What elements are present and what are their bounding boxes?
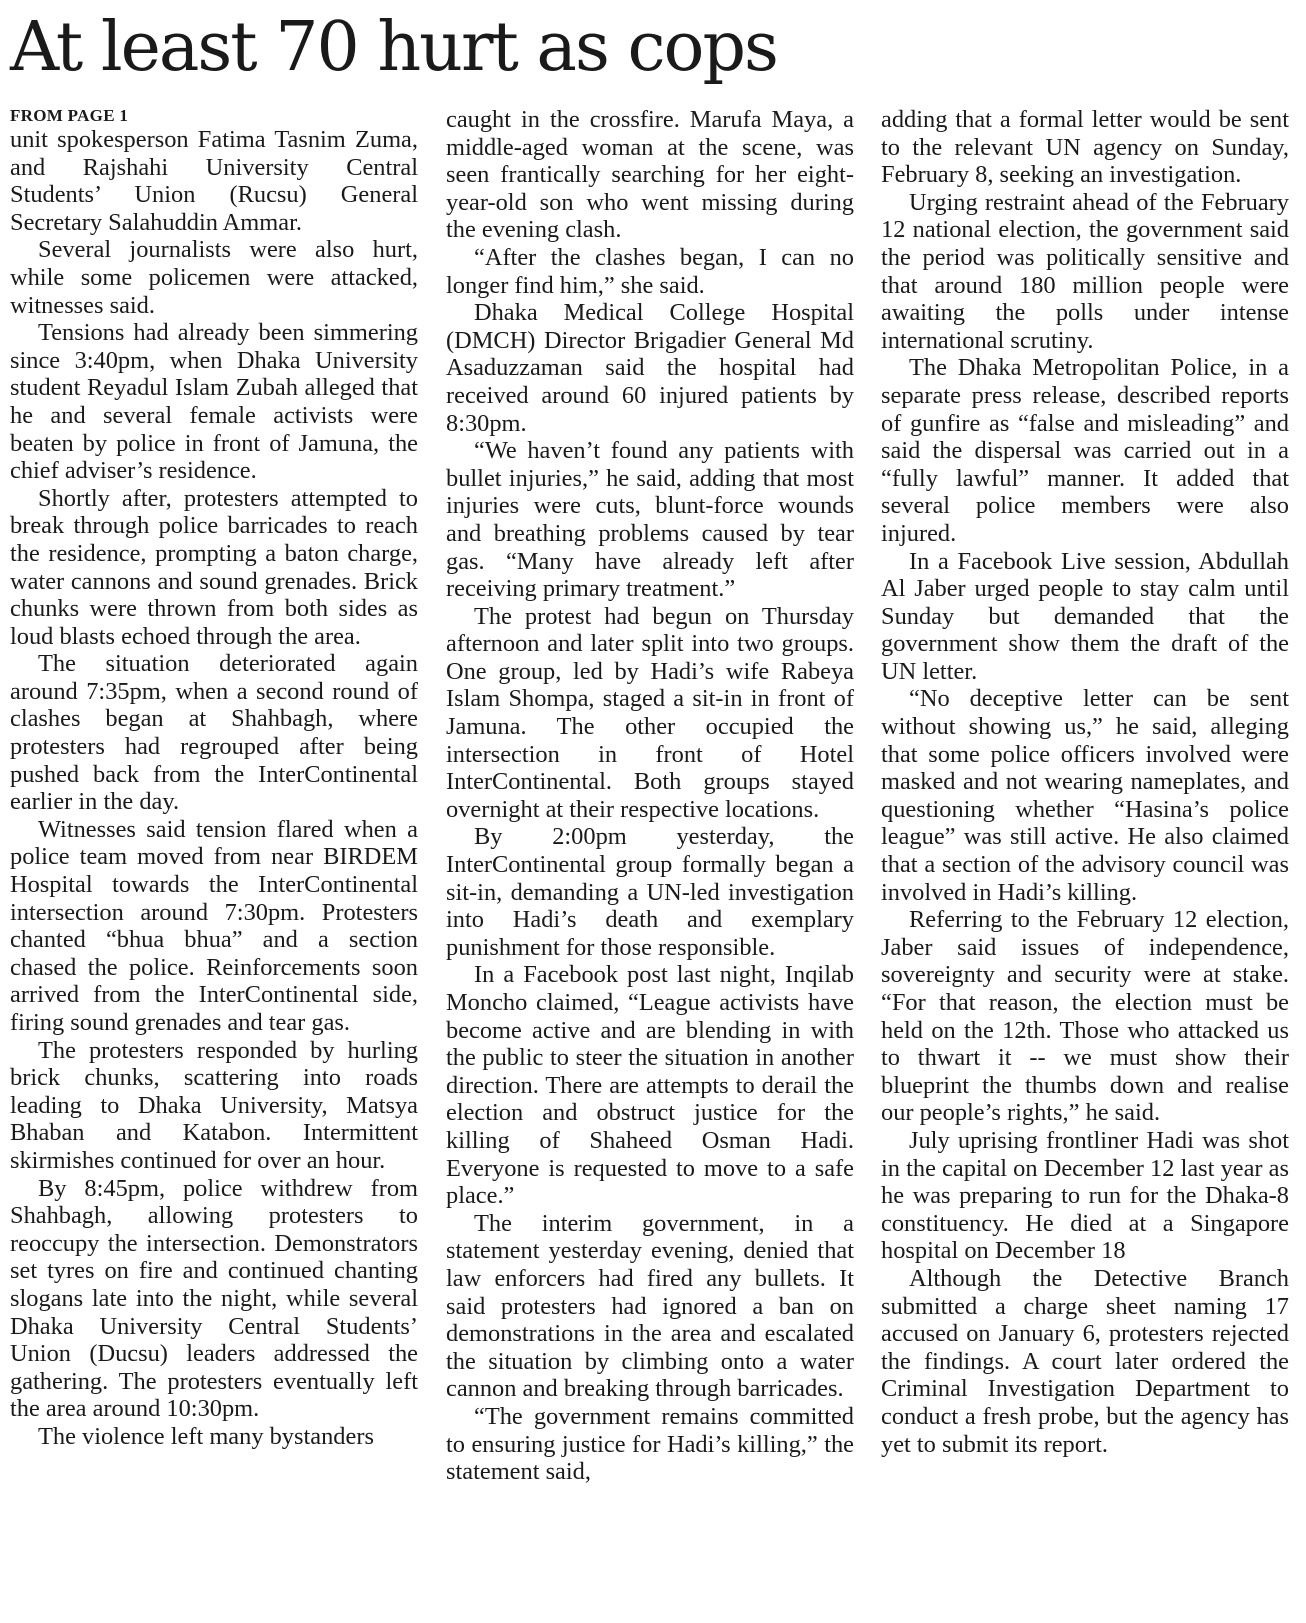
- article-paragraph: caught in the crossfire. Marufa Maya, a middle-aged woman at the scene, was seen frantically searching for her eight-year-old son who went missing during the evening clash.: [446, 106, 854, 244]
- article-paragraph: The violence left many bystanders: [38, 1422, 374, 1450]
- article-paragraph: The interim government, in a statement yesterday evening, denied that law enforcers had fired any bullets. It said protesters had ignored a ban on demonstrations in the area and escalated the situation by climbing onto a water cannon and breaking through barricades.: [446, 1209, 854, 1403]
- article-paragraph: The protesters responded by hurling brick chunks, scattering into roads leading to Dhaka University, Matsya Bhaban and Katabon. Intermittent skirmishes continued for over an hour.: [10, 1036, 418, 1174]
- article-paragraph: Although the Detective Branch submitted a charge sheet naming 17 accused on January 6, protesters rejected the findings. A court later ordered the Criminal Investigation Department to conduct a fresh probe, but the agency has yet to submit its report.: [881, 1264, 1289, 1458]
- article-paragraph: July uprising frontliner Hadi was shot in the capital on December 12 last year as he was preparing to run for the Dhaka-8 constituency. He died at a Singapore hospital on December 18: [881, 1126, 1289, 1265]
- article-paragraph: “The government remains committed to ensuring justice for Hadi’s killing,” the statement said,: [446, 1402, 854, 1486]
- article-paragraph: Urging restraint ahead of the February 12 national election, the government said the period was politically sensitive and that around 180 million people were awaiting the polls under intense international scrutiny.: [881, 188, 1289, 354]
- article-paragraph: In a Facebook post last night, Inqilab Moncho claimed, “League activists have become active and are blending in with the public to steer the situation in another direction. There are attempts to derail the election and obstruct justice for the killing of Shaheed Osman Hadi. Everyone is requested to move to a safe place.”: [446, 961, 854, 1210]
- article-paragraph: Tensions had already been simmering since 3:40pm, when Dhaka University student Reyadul Islam Zubah alleged that he and several female activists were beaten by police in front of Jamuna, the chief adviser’s residence.: [10, 319, 418, 485]
- article-paragraph: The situation deteriorated again around 7:35pm, when a second round of clashes began at Shahbagh, where protesters had regrouped after being pushed back from the InterContinental earlier in the day.: [10, 650, 418, 816]
- article-paragraph: unit spokesperson Fatima Tasnim Zuma, and Rajshahi University Central Students’ Union (Rucsu) General Secretary Salahuddin Ammar.: [10, 126, 418, 236]
- article-paragraph: The Dhaka Metropolitan Police, in a separate press release, described reports of gunfire as “false and misleading” and said the dispersal was carried out in a “fully lawful” manner. It added that several police members were also injured.: [881, 354, 1289, 547]
- article-paragraph: By 8:45pm, police withdrew from Shahbagh, allowing protesters to reoccupy the intersection. Demonstrators set tyres on fire and continued chanting slogans late into the night, while several Dhaka University Central Students’ Union (Ducsu) leaders addressed the gathering. The protesters eventually left the area around 10:30pm.: [10, 1174, 418, 1423]
- article-paragraph: By 2:00pm yesterday, the InterContinental group formally began a sit-in, demanding a UN-led investigation into Hadi’s death and exemplary punishment for those responsible.: [446, 823, 854, 961]
- article-paragraph: Several journalists were also hurt, while some policemen were attacked, witnesses said.: [10, 236, 418, 319]
- article-column-3: [881, 106, 1289, 1458]
- headline: At least 70 hurt as cops: [10, 8, 777, 87]
- article-paragraph: “We haven’t found any patients with bullet injuries,” he said, adding that most injuries were cuts, blunt-force wounds and breathing problems caused by tear gas. “Many have already left after receiving primary treatment.”: [446, 437, 854, 603]
- article-paragraph: “After the clashes began, I can no longer find him,” she said.: [446, 243, 854, 299]
- article-paragraph: Shortly after, protesters attempted to break through police barricades to reach the residence, prompting a baton charge, water cannons and sound grenades. Brick chunks were thrown from both sides as loud blasts echoed through the area.: [10, 484, 418, 650]
- article-column-2: [446, 106, 854, 1486]
- article-paragraph: The protest had begun on Thursday afternoon and later split into two groups. One group, led by Hadi’s wife Rabeya Islam Shompa, staged a sit-in in front of Jamuna. The other occupied the intersection in front of Hotel InterContinental. Both groups stayed overnight at their respective locations.: [446, 602, 854, 823]
- continuation-kicker: FROM PAGE 1: [10, 106, 129, 125]
- article-paragraph: Witnesses said tension flared when a police team moved from near BIRDEM Hospital towards the InterContinental intersection around 7:30pm. Protesters chanted “bhua bhua” and a section chased the police. Reinforcements soon arrived from the InterContinental side, firing sound grenades and tear gas.: [10, 815, 418, 1036]
- article-paragraph: Referring to the February 12 election, Jaber said issues of independence, sovereignty and security were at stake. “For that reason, the election must be held on the 12th. Those who attacked us to thwart it -- we must show their blueprint the thumbs down and realise our people’s rights,” he said.: [881, 906, 1289, 1127]
- article-paragraph: adding that a formal letter would be sent to the relevant UN agency on Sunday, February 8, seeking an investigation.: [881, 106, 1289, 189]
- article-paragraph: Dhaka Medical College Hospital (DMCH) Director Brigadier General Md Asaduzzaman said the hospital had received around 60 injured patients by 8:30pm.: [446, 299, 854, 437]
- article-paragraph: “No deceptive letter can be sent without showing us,” he said, alleging that some police officers involved were masked and not wearing nameplates, and questioning whether “Hasina’s police league” was still active. He also claimed that a section of the advisory council was involved in Hadi’s killing.: [881, 685, 1289, 906]
- article-paragraph: In a Facebook Live session, Abdullah Al Jaber urged people to stay calm until Sunday but demanded that the government show them the draft of the UN letter.: [881, 547, 1289, 685]
- article-column-1: [10, 106, 418, 1451]
